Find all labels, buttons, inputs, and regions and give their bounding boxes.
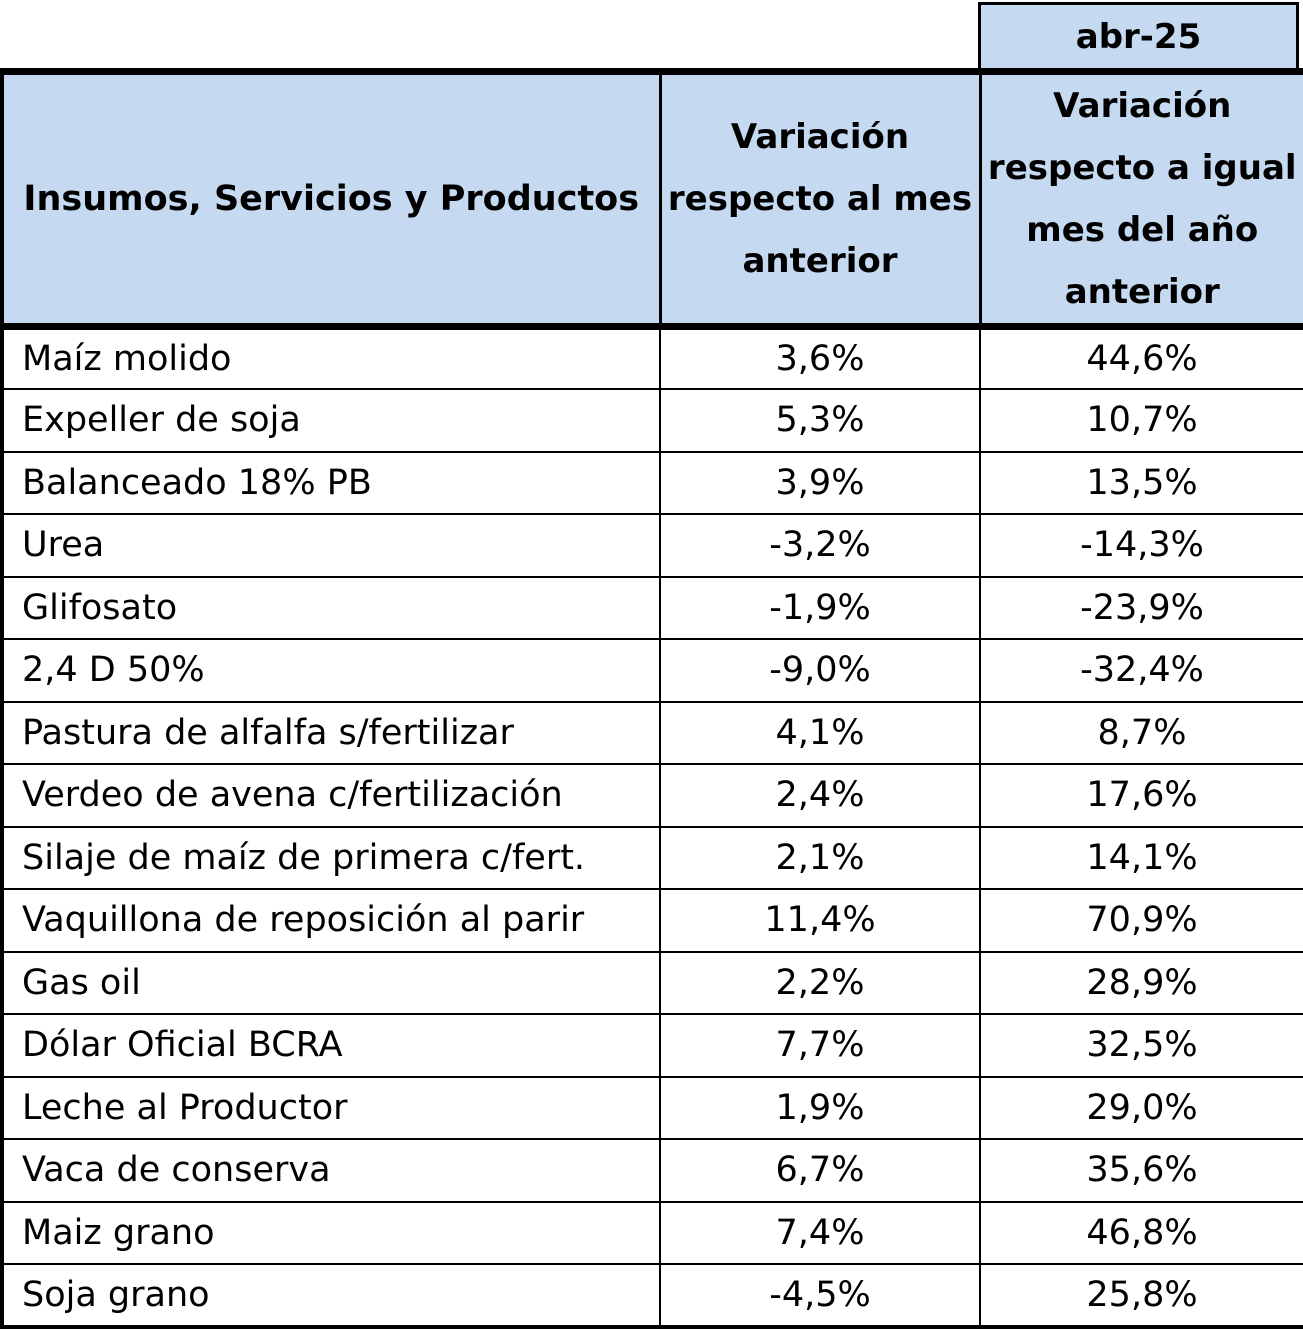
yearly-variation-cell: 10,7% [980, 389, 1303, 452]
table-row [2, 1139, 1303, 1202]
item-name-cell: Maíz molido [2, 327, 660, 390]
header-line: respecto a igual [987, 148, 1297, 188]
item-name-cell: Expeller de soja [2, 389, 660, 452]
monthly-variation-cell: 2,2% [660, 952, 980, 1015]
table-row [2, 827, 1303, 890]
yearly-variation-cell: 46,8% [980, 1202, 1303, 1265]
monthly-variation-cell: 6,7% [660, 1139, 980, 1202]
table-row [2, 577, 1303, 640]
table-row [2, 764, 1303, 827]
table-row [2, 702, 1303, 765]
yearly-variation-cell: 35,6% [980, 1139, 1303, 1202]
item-name-cell: Dólar Oficial BCRA [2, 1014, 660, 1077]
table-row [2, 1014, 1303, 1077]
monthly-variation-cell: 1,9% [660, 1077, 980, 1140]
monthly-variation-cell: 11,4% [660, 889, 980, 952]
item-name-cell: Silaje de maíz de primera c/fert. [2, 827, 660, 890]
table-row [2, 889, 1303, 952]
item-name-cell: 2,4 D 50% [2, 639, 660, 702]
header-line: Variación [1053, 86, 1232, 126]
table-row [2, 952, 1303, 1015]
table-row [2, 389, 1303, 452]
monthly-variation-cell: 7,4% [660, 1202, 980, 1265]
item-name-cell: Gas oil [2, 952, 660, 1015]
table-row [2, 639, 1303, 702]
column-header-items: Insumos, Servicios y Productos [2, 72, 660, 327]
yearly-variation-cell: -32,4% [980, 639, 1303, 702]
header-line: anterior [1064, 272, 1220, 312]
header-line: Variación [730, 117, 910, 157]
monthly-variation-cell: 4,1% [660, 702, 980, 765]
yearly-variation-cell: 28,9% [980, 952, 1303, 1015]
header-line: mes del año [1026, 210, 1259, 250]
item-name-cell: Balanceado 18% PB [2, 452, 660, 515]
item-name-cell: Pastura de alfalfa s/fertilizar [2, 702, 660, 765]
item-name-cell: Vaquillona de reposición al parir [2, 889, 660, 952]
yearly-variation-cell: 70,9% [980, 889, 1303, 952]
item-name-cell: Maiz grano [2, 1202, 660, 1265]
table-row [2, 514, 1303, 577]
table-row [2, 452, 1303, 515]
monthly-variation-cell: 2,1% [660, 827, 980, 890]
yearly-variation-cell: 17,6% [980, 764, 1303, 827]
item-name-cell: Verdeo de avena c/fertilización [2, 764, 660, 827]
yearly-variation-cell: 44,6% [980, 327, 1303, 390]
yearly-variation-cell: 14,1% [980, 827, 1303, 890]
table-row [2, 1202, 1303, 1265]
table-row [2, 1264, 1303, 1327]
monthly-variation-cell: -4,5% [660, 1264, 980, 1327]
monthly-variation-cell: -3,2% [660, 514, 980, 577]
yearly-variation-cell: 25,8% [980, 1264, 1303, 1327]
monthly-variation-cell: 2,4% [660, 764, 980, 827]
column-header-yearly-variation [980, 72, 1303, 327]
period-header: abr-25 [978, 2, 1299, 68]
table-row [2, 1077, 1303, 1140]
monthly-variation-cell: 3,6% [660, 327, 980, 390]
item-name-cell: Soja grano [2, 1264, 660, 1327]
yearly-variation-cell: -14,3% [980, 514, 1303, 577]
yearly-variation-cell: 32,5% [980, 1014, 1303, 1077]
monthly-variation-cell: 3,9% [660, 452, 980, 515]
yearly-variation-cell: 13,5% [980, 452, 1303, 515]
yearly-variation-cell: -23,9% [980, 577, 1303, 640]
yearly-variation-cell: 29,0% [980, 1077, 1303, 1140]
monthly-variation-cell: -9,0% [660, 639, 980, 702]
header-line: respecto al mes [667, 179, 973, 219]
monthly-variation-cell: 7,7% [660, 1014, 980, 1077]
item-name-cell: Leche al Productor [2, 1077, 660, 1140]
price-variation-table [0, 68, 1303, 1329]
item-name-cell: Vaca de conserva [2, 1139, 660, 1202]
monthly-variation-cell: 5,3% [660, 389, 980, 452]
header-line: anterior [742, 241, 898, 281]
monthly-variation-cell: -1,9% [660, 577, 980, 640]
item-name-cell: Glifosato [2, 577, 660, 640]
yearly-variation-cell: 8,7% [980, 702, 1303, 765]
column-header-monthly-variation [660, 72, 980, 327]
table-row [2, 327, 1303, 390]
header-row [2, 72, 1303, 327]
table-body [2, 327, 1303, 1327]
item-name-cell: Urea [2, 514, 660, 577]
